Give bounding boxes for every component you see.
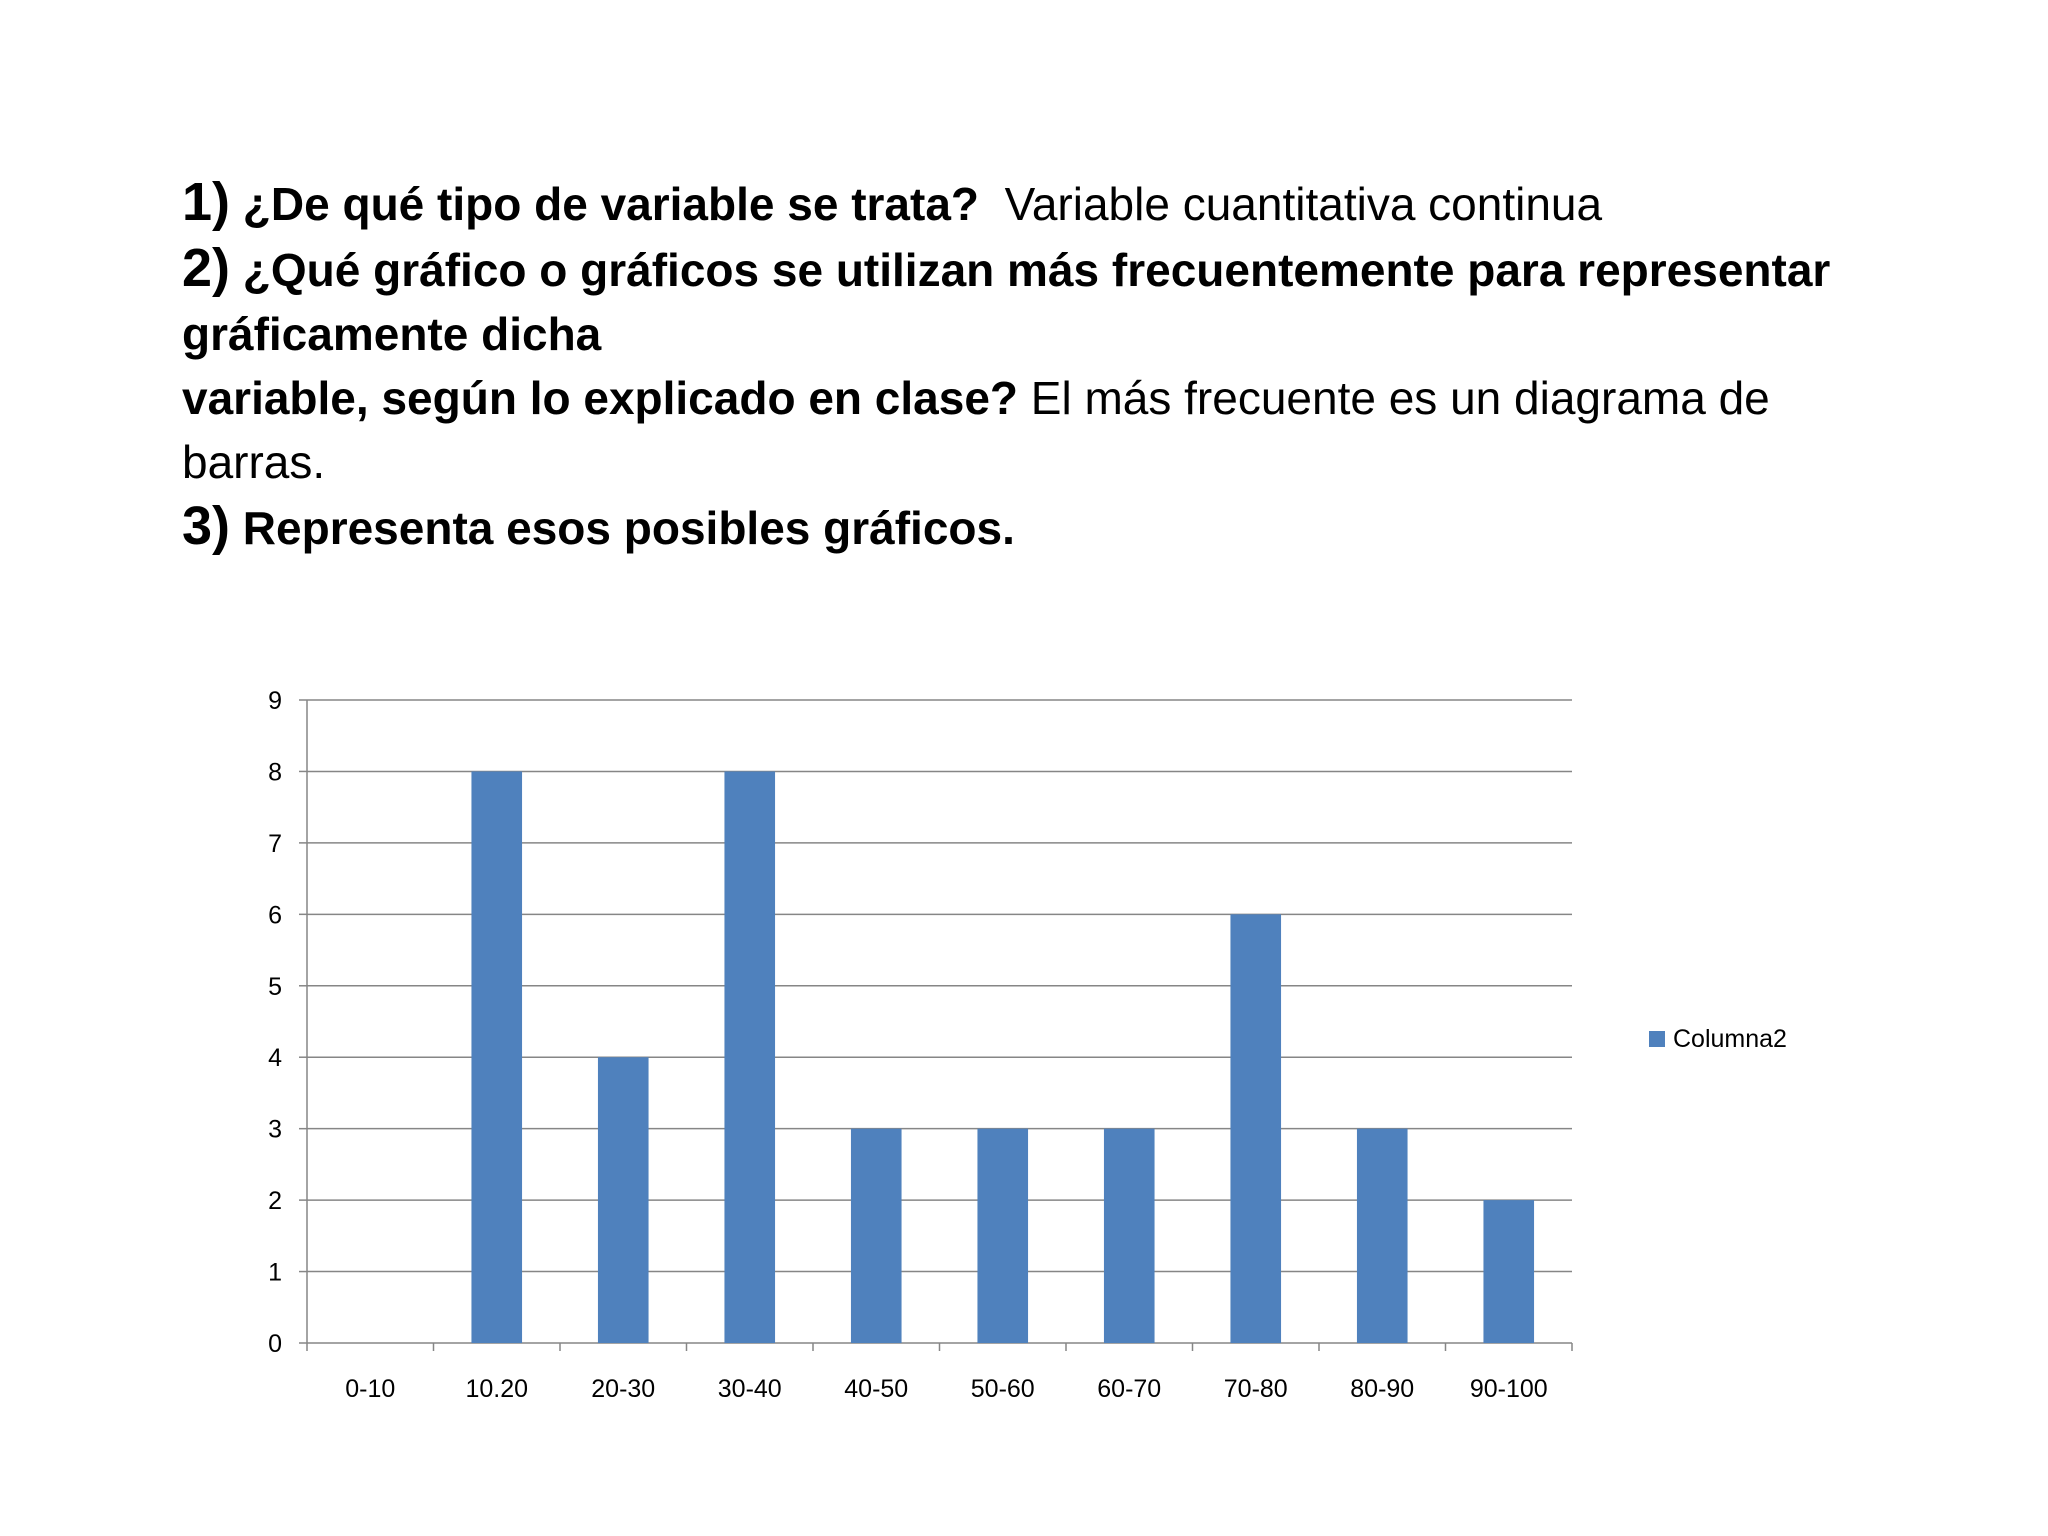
x-tick-label: 20-30 bbox=[591, 1375, 656, 1403]
y-tick-label: 2 bbox=[268, 1187, 282, 1216]
question-2-answer-line2: barras. bbox=[182, 436, 326, 488]
question-1-number: 1) bbox=[182, 172, 231, 232]
x-tick-label: 90-100 bbox=[1469, 1375, 1548, 1403]
legend-label: Columna2 bbox=[1673, 1025, 1787, 1053]
y-tick-label: 4 bbox=[268, 1044, 282, 1073]
x-tick-label: 80-90 bbox=[1350, 1375, 1415, 1403]
bar-40-50 bbox=[851, 1129, 902, 1343]
question-2-answer-line1: El más frecuente es un diagrama de bbox=[1030, 372, 1770, 424]
y-tick-label: 1 bbox=[268, 1258, 282, 1287]
x-tick-label: 10.20 bbox=[465, 1375, 529, 1403]
question-1-text: ¿De qué tipo de variable se trata? bbox=[242, 178, 979, 230]
question-2-number: 2) bbox=[182, 238, 231, 298]
y-tick-label: 0 bbox=[268, 1330, 282, 1358]
x-tick-label: 30-40 bbox=[717, 1375, 782, 1403]
x-tick-label: 60-70 bbox=[1097, 1375, 1162, 1403]
y-tick-label: 6 bbox=[268, 901, 282, 930]
bar-30-40 bbox=[724, 771, 775, 1343]
question-3-number: 3) bbox=[182, 496, 231, 556]
y-tick-label: 5 bbox=[268, 972, 282, 1001]
question-2-text-line3: variable, según lo explicado en clase? bbox=[182, 372, 1018, 424]
y-tick-label: 7 bbox=[268, 829, 282, 858]
y-tick-label: 9 bbox=[268, 687, 282, 715]
bar-50-60 bbox=[977, 1129, 1028, 1343]
bar-70-80 bbox=[1230, 914, 1281, 1343]
x-tick-label: 70-80 bbox=[1223, 1375, 1288, 1403]
x-tick-label: 40-50 bbox=[844, 1375, 909, 1403]
question-2-text-line1: ¿Qué gráfico o gráficos se utilizan más frecuentemente para representar bbox=[242, 244, 1831, 296]
bar-60-70 bbox=[1104, 1129, 1155, 1343]
bar-80-90 bbox=[1357, 1129, 1408, 1343]
x-tick-label: 0-10 bbox=[345, 1375, 396, 1403]
bar-20-30 bbox=[598, 1057, 649, 1343]
y-tick-label: 3 bbox=[268, 1115, 282, 1144]
y-tick-label: 8 bbox=[268, 758, 282, 787]
question-2-text-line2: gráficamente dicha bbox=[182, 308, 602, 360]
question-1-answer: Variable cuantitativa continua bbox=[1004, 178, 1603, 230]
legend-swatch bbox=[1649, 1031, 1665, 1047]
x-tick-label: 50-60 bbox=[970, 1375, 1035, 1403]
question-3-text: Representa esos posibles gráficos. bbox=[242, 502, 1015, 554]
bar-10.20 bbox=[471, 771, 522, 1343]
bar-90-100 bbox=[1483, 1200, 1534, 1343]
